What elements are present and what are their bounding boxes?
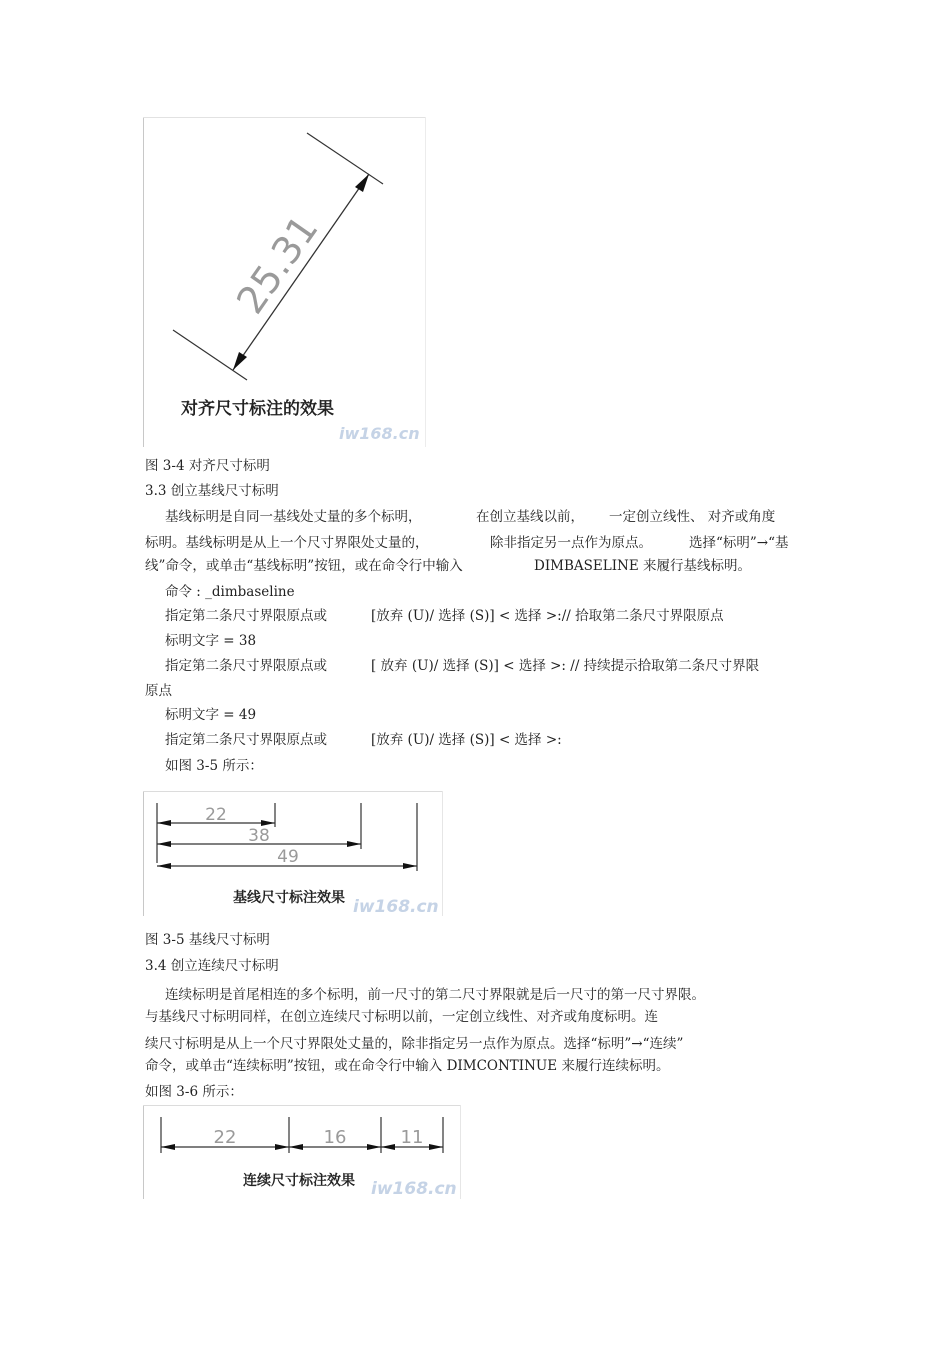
para-3-3-line1-b: 在创立基线以前， (476, 509, 584, 525)
aligned-dimension-value: 25.31 (228, 207, 327, 322)
watermark: iw168.cn (353, 897, 439, 916)
section-3-3-heading: 3.3 创立基线尺寸标明 (145, 483, 279, 499)
para-3-3-line1-c: 一定创立线性、 对齐或角度 (609, 509, 776, 525)
para-3-3-line1-a: 基线标明是自同一基线处丈量的多个标明， (165, 509, 422, 525)
dim-text-2: 标明文字 = 49 (165, 707, 257, 723)
dimension-38-value: 38 (248, 826, 270, 846)
prompt2-b: [ 放弃 (U)/ 选择 (S)] < 选择 >: // 持续提示拾取第二条尺寸界限 (371, 658, 760, 674)
dimension-22-value: 22 (205, 805, 227, 825)
para-3-3-line2-a: 标明。基线标明是从上一个尺寸界限处丈量的， (145, 535, 429, 551)
para-3-3-line3-b: DIMBASELINE 来履行基线标明。 (534, 558, 752, 574)
figure-3-4-image (143, 117, 426, 447)
prompt3-a: 指定第二条尺寸界限原点或 (165, 732, 327, 748)
prompt2-a: 指定第二条尺寸界限原点或 (165, 658, 327, 674)
para-3-3-line3-a: 线”命令，或单击“基线标明”按钮，或在命令行中输入 (145, 558, 463, 574)
figure-3-6-inner-caption: 连续尺寸标注效果 (243, 1173, 355, 1189)
prompt1-a: 指定第二条尺寸界限原点或 (165, 608, 327, 624)
para-3-3-line2-c: 选择“标明”→“基 (689, 535, 789, 551)
para-3-4-line4: 命令，或单击“连续标明”按钮，或在命令行中输入 DIMCONTINUE 来履行连续标明。 (145, 1058, 670, 1074)
prompt1-b: [放弃 (U)/ 选择 (S)] < 选择 >:// 拾取第二条尺寸界限原点 (371, 608, 724, 624)
figure-3-5-inner-caption: 基线尺寸标注效果 (233, 890, 345, 906)
prompt3-b: [放弃 (U)/ 选择 (S)] < 选择 >: (371, 732, 562, 748)
figure-3-6-image (143, 1105, 461, 1199)
para-3-4-line3: 续尺寸标明是从上一个尺寸界限处丈量的，除非指定另一点作为原点。选择“标明”→“连续” (145, 1036, 684, 1052)
figure-3-5-caption: 图 3-5 基线尺寸标明 (145, 932, 270, 948)
see-figure-3-6: 如图 3-6 所示： (145, 1084, 243, 1100)
dimension-11-value: 11 (400, 1127, 424, 1148)
figure-3-4-caption: 图 3-4 对齐尺寸标明 (145, 458, 270, 474)
dimension-22-value: 22 (213, 1127, 237, 1148)
dimension-49-value: 49 (277, 847, 299, 867)
figure-3-5-image (143, 791, 443, 916)
see-figure-3-5: 如图 3-5 所示： (165, 758, 263, 774)
watermark: iw168.cn (339, 424, 420, 443)
figure-3-4-inner-caption: 对齐尺寸标注的效果 (181, 399, 334, 419)
dimension-16-value: 16 (323, 1127, 347, 1148)
para-3-3-line2-b: 除非指定另一点作为原点。 (490, 535, 652, 551)
prompt2-c: 原点 (145, 683, 172, 699)
para-3-4-line1: 连续标明是首尾相连的多个标明，前一尺寸的第二尺寸界限就是后一尺寸的第一尺寸界限。 (165, 987, 705, 1003)
command-line: 命令 : _dimbaseline (165, 584, 295, 600)
dim-text-1: 标明文字 = 38 (165, 633, 257, 649)
watermark: iw168.cn (371, 1179, 457, 1199)
section-3-4-heading: 3.4 创立连续尺寸标明 (145, 958, 279, 974)
para-3-4-line2: 与基线尺寸标明同样，在创立连续尺寸标明以前，一定创立线性、对齐或角度标明。连 (145, 1009, 658, 1025)
